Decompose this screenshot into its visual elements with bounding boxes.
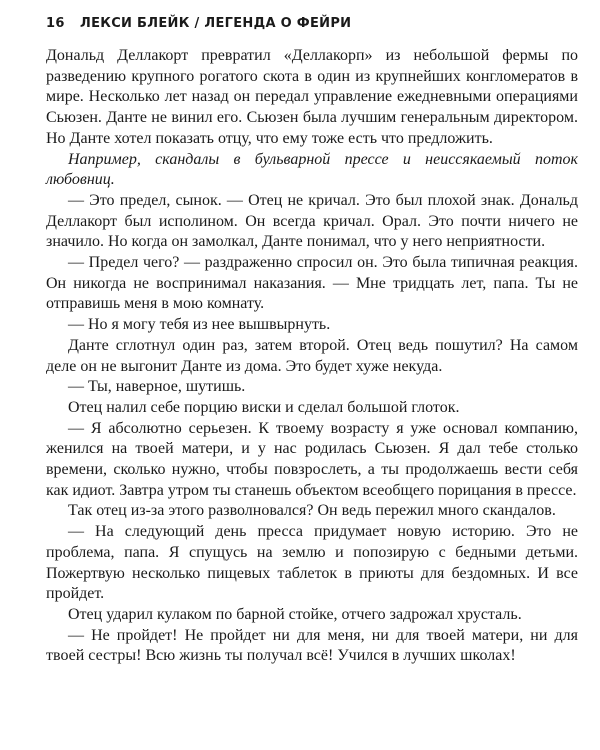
paragraph: — Я абсолютно серьезен. К твоему возрасту я уже основал компанию, женился на твоей матери, и у нас родилась Сьюзен. Я дал тебе столько времени, сколько нужно, чтобы повзрослеть, а ты продолжаешь вести себя как идиот. Завтра утром ты станешь объектом всеобщего порицания в прессе. — [46, 419, 578, 499]
running-title: ЛЕКСИ БЛЕЙК / ЛЕГЕНДА О ФЕЙРИ — [80, 16, 352, 31]
paragraph: — Это предел, сынок. — Отец не кричал. Это был плохой знак. Дональд Деллакорт был исполином. Он всегда кричал. Орал. Это почти ничего не значило. Но когда он замолкал, Данте понимал, что у него неприятности. — [46, 191, 578, 251]
paragraph: — Ты, наверное, шутишь. — [68, 378, 246, 396]
paragraph: Так отец из-за этого разволновался? Он ведь пережил много скандалов. — [68, 502, 556, 520]
paragraph: Отец налил себе порцию виски и сделал большой глоток. — [68, 398, 460, 416]
running-header — [46, 16, 578, 31]
paragraph: Данте сглотнул один раз, затем второй. Отец ведь пошутил? На самом деле он не выгонит Данте из дома. Это будет хуже некуда. — [46, 336, 578, 375]
paragraph: Например, скандалы в бульварной прессе и неиссякаемый поток любовниц. — [46, 150, 578, 189]
paragraph: — Не пройдет! Не пройдет ни для меня, ни для твоей матери, ни для твоей сестры! Всю жизнь ты получал всё! Учился в лучших школах! — [46, 626, 578, 665]
page-number: 16 — [46, 16, 65, 31]
body-text — [46, 46, 578, 667]
paragraph: — На следующий день пресса придумает новую историю. Это не проблема, папа. Я спущусь на землю и попозирую с бедными детьми. Пожертвую несколько пищевых таблеток в приюты для бездомных. И все пройдет. — [46, 523, 578, 603]
paragraph: — Но я могу тебя из нее вышвырнуть. — [68, 316, 331, 334]
paragraph: — Предел чего? — раздраженно спросил он. Это была типичная реакция. Он никогда не воспринимал наказания. — Мне тридцать лет, папа. Ты не отправишь меня в мою комнату. — [46, 254, 578, 313]
paragraph: Дональд Деллакорт превратил «Деллакорп» из небольшой фермы по разведению крупного рогатого скота в один из крупнейших конгломератов в мире. Несколько лет назад он передал управление ежедневными операциями Сьюзен. Данте не винил его. Сьюзен была лучшим генеральным директором. Но Данте хотел показать отцу, что ему тоже есть что предложить. — [46, 47, 578, 147]
paragraph: Отец ударил кулаком по барной стойке, отчего задрожал хрусталь. — [68, 605, 522, 623]
